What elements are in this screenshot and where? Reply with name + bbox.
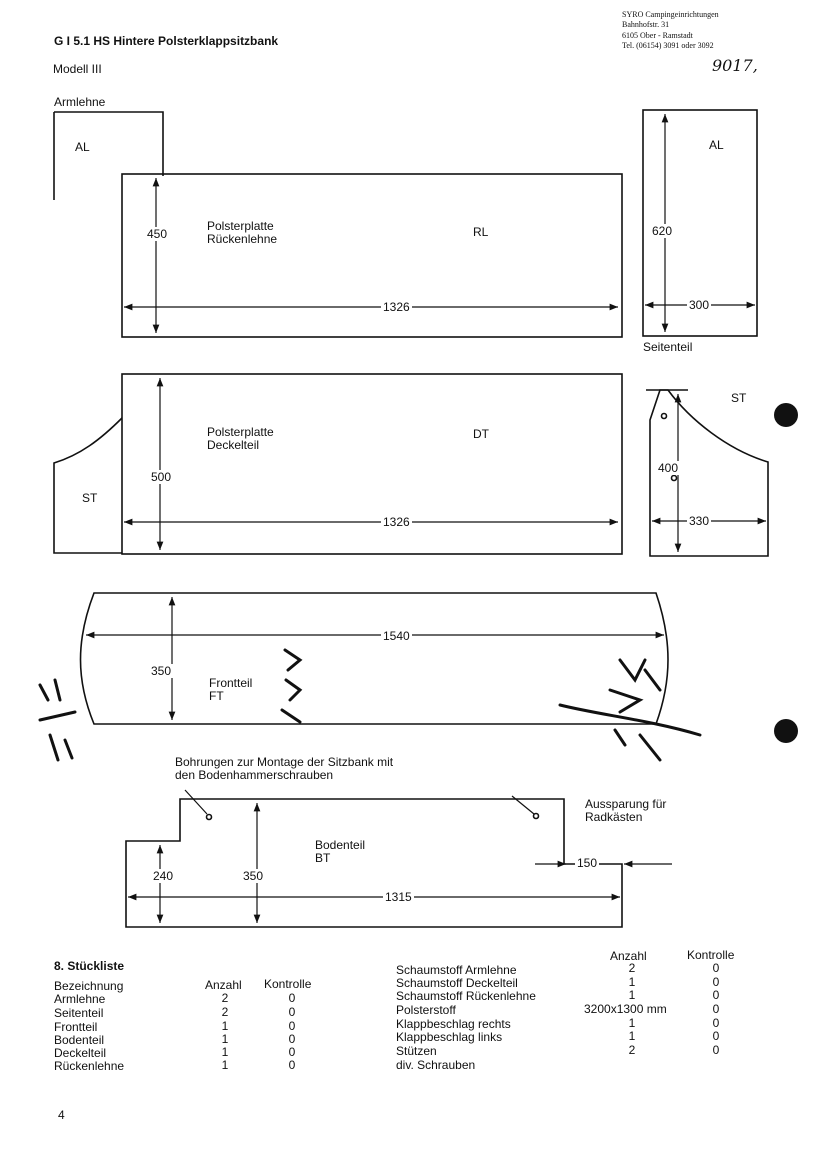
al-code-left: AL <box>75 140 90 154</box>
st-code-right: ST <box>731 391 747 405</box>
bt-title-1: Bodenteil <box>315 838 366 852</box>
rl-height-dim: 450 <box>147 227 168 241</box>
list-item-check: 0 <box>288 991 296 1005</box>
ft-width-dim: 1540 <box>383 629 410 643</box>
st-width-dim: 330 <box>689 514 710 528</box>
bt-h1-dim: 240 <box>153 869 174 883</box>
ft-height-dim: 350 <box>151 664 172 678</box>
list-item-name: div. Schrauben <box>396 1058 476 1072</box>
list-item-name: Klappbeschlag links <box>396 1030 503 1044</box>
bt-aussparung-2: Radkästen <box>585 810 643 824</box>
bt-note-1: Bohrungen zur Montage der Sitzbank mit <box>175 755 394 769</box>
list-item-count: 1 <box>628 975 636 989</box>
list-item-name: Klappbeschlag rechts <box>396 1017 511 1031</box>
company-city: 6105 Ober - Ramstadt <box>622 31 693 40</box>
list-item-name: Polsterstoff <box>396 1003 456 1017</box>
bodenteil-outline <box>126 799 622 927</box>
list-item-name: Seitenteil <box>54 1006 104 1020</box>
list-item-check: 0 <box>288 1032 296 1046</box>
al-width-dim: 300 <box>689 298 710 312</box>
al-code-right: AL <box>709 138 724 152</box>
list-item-check: 0 <box>288 1045 296 1059</box>
bt-title-2: BT <box>315 851 331 865</box>
company-street: Bahnhofstr. 31 <box>622 20 670 29</box>
handwritten-number: 9017, <box>712 56 758 75</box>
list-item-count: 2 <box>628 1043 636 1057</box>
list-item-check: 0 <box>712 975 720 989</box>
list-item-count: 1 <box>221 1058 229 1072</box>
list-item-name: Stützen <box>396 1044 437 1058</box>
bt-h2-dim: 350 <box>243 869 264 883</box>
list-item-name: Schaumstoff Deckelteil <box>396 976 518 990</box>
bt-note-2: den Bodenhammerschrauben <box>175 768 334 782</box>
col-count-header: Anzahl <box>205 978 242 992</box>
dt-title-1: Polsterplatte <box>207 425 274 439</box>
ft-title-1: Frontteil <box>209 676 253 690</box>
list-item-count: 1 <box>628 1016 636 1030</box>
dt-width-dim: 1326 <box>383 515 410 529</box>
list-item-name: Rückenlehne <box>54 1059 125 1073</box>
col-check-header: Kontrolle <box>264 977 312 991</box>
armlehne-label: Armlehne <box>54 95 106 109</box>
page-number: 4 <box>58 1108 65 1122</box>
stuetze-left-outline <box>54 418 122 553</box>
handwritten-marks <box>40 650 700 760</box>
dt-height-dim: 500 <box>151 470 172 484</box>
list-item-name: Bodenteil <box>54 1033 105 1047</box>
list-item-count: 2 <box>628 961 636 975</box>
list-item-check: 0 <box>712 1029 720 1043</box>
rl-width-dim: 1326 <box>383 300 410 314</box>
list-item-check: 0 <box>288 1005 296 1019</box>
list-item-count: 2 <box>221 991 229 1005</box>
list-item-count: 3200x1300 mm <box>584 1002 667 1016</box>
bt-width-dim: 1315 <box>385 890 412 904</box>
list-item-check: 0 <box>712 1016 720 1030</box>
list-item-name: Schaumstoff Rückenlehne <box>396 989 536 1003</box>
armlehne-outline <box>54 112 163 176</box>
seitenteil-label: Seitenteil <box>643 340 693 354</box>
list-item-count: 1 <box>221 1045 229 1059</box>
col-name-header: Bezeichnung <box>54 979 124 993</box>
deckelteil-rect <box>122 374 622 554</box>
list-item-count: 1 <box>221 1032 229 1046</box>
punch-hole <box>774 719 798 743</box>
rl-title-2: Rückenlehne <box>207 232 278 246</box>
al-height-dim: 620 <box>652 224 673 238</box>
dt-title-2: Deckelteil <box>207 438 260 452</box>
bt-cut-dim: 150 <box>577 856 598 870</box>
st-code-left: ST <box>82 491 98 505</box>
right-col-check-header: Kontrolle <box>687 948 735 962</box>
list-item-name: Frontteil <box>54 1020 98 1034</box>
list-item-count: 1 <box>628 988 636 1002</box>
list-item-name: Schaumstoff Armlehne <box>396 963 517 977</box>
ft-title-2: FT <box>209 689 224 703</box>
punch-hole <box>774 403 798 427</box>
list-item-count: 1 <box>221 1019 229 1033</box>
rl-title-1: Polsterplatte <box>207 219 274 233</box>
rueckenlehne-rect <box>122 174 622 337</box>
parts-list-heading: 8. Stückliste <box>54 959 125 973</box>
bt-aussparung-1: Aussparung für <box>585 797 667 811</box>
list-item-count: 2 <box>221 1005 229 1019</box>
list-item-count: 1 <box>628 1029 636 1043</box>
dt-code: DT <box>473 427 489 441</box>
list-item-check: 0 <box>288 1058 296 1072</box>
st-height-dim: 400 <box>658 461 679 475</box>
page-title: G I 5.1 HS Hintere Polsterklappsitzbank <box>54 34 279 48</box>
list-item-check: 0 <box>712 961 720 975</box>
list-item-check: 0 <box>712 988 720 1002</box>
frontteil-outline <box>81 593 669 724</box>
rl-code: RL <box>473 225 489 239</box>
right-col-count-header: Anzahl <box>610 949 647 963</box>
list-item-name: Armlehne <box>54 992 106 1006</box>
company-name: SYRO Campingeinrichtungen <box>622 10 719 19</box>
list-item-check: 0 <box>712 1043 720 1057</box>
company-phone: Tel. (06154) 3091 oder 3092 <box>622 41 714 50</box>
list-item-name: Deckelteil <box>54 1046 107 1060</box>
list-item-check: 0 <box>288 1019 296 1033</box>
list-item-check: 0 <box>712 1002 720 1016</box>
model-label: Modell III <box>53 62 102 76</box>
